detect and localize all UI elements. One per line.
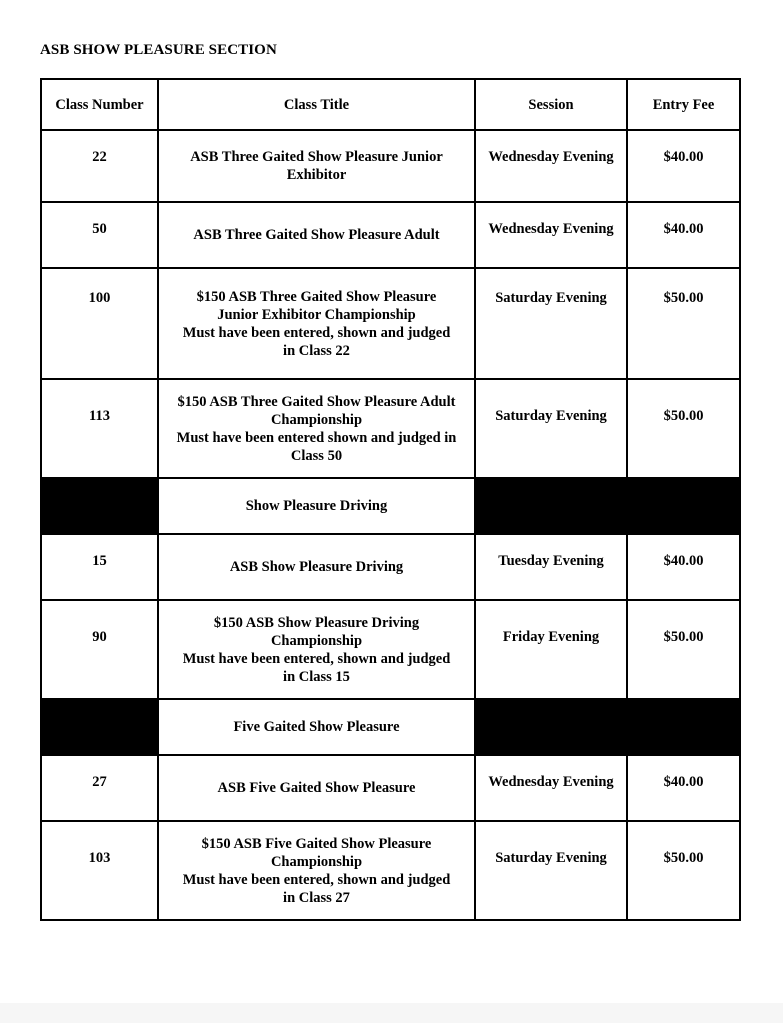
header-class-title: Class Title [158, 79, 475, 130]
class-title [158, 755, 475, 821]
entry-fee: $40.00 [627, 202, 740, 268]
class-title-line: $150 ASB Three Gaited Show Pleasure Adult [177, 393, 456, 410]
class-title-line: ASB Three Gaited Show Pleasure Junior [190, 149, 443, 165]
section-title: Show Pleasure Driving [158, 478, 475, 534]
table-row [41, 379, 740, 478]
class-title-line: Exhibitor [286, 167, 347, 183]
entry-fee: $50.00 [627, 379, 740, 478]
class-title [158, 600, 475, 699]
class-title-line: Championship [270, 411, 363, 428]
class-title-line: $150 ASB Three Gaited Show Pleasure [196, 288, 437, 305]
class-title-line: $150 ASB Show Pleasure Driving [213, 614, 420, 631]
classes-table [40, 78, 741, 921]
session: Wednesday Evening [475, 130, 627, 202]
session: Wednesday Evening [475, 202, 627, 268]
class-title-line: ASB Show Pleasure Driving [229, 559, 404, 575]
section-blank-cell [475, 478, 627, 534]
section-blank-cell [627, 478, 740, 534]
header-entry-fee: Entry Fee [627, 79, 740, 130]
page-bottom-shade [0, 1003, 783, 1023]
session: Saturday Evening [475, 379, 627, 478]
entry-fee: $40.00 [627, 755, 740, 821]
class-title-line: Championship [270, 632, 363, 649]
section-title: Five Gaited Show Pleasure [158, 699, 475, 755]
session: Tuesday Evening [475, 534, 627, 600]
table-row [41, 130, 740, 202]
section-blank-cell [627, 699, 740, 755]
header-class-number: Class Number [41, 79, 158, 130]
table-row [41, 600, 740, 699]
class-number: 22 [41, 130, 158, 202]
class-title-line: Must have been entered shown and judged in [176, 429, 457, 446]
class-number: 100 [41, 268, 158, 379]
class-number: 15 [41, 534, 158, 600]
class-title [158, 202, 475, 268]
class-title [158, 821, 475, 920]
class-title [158, 379, 475, 478]
table-row [41, 268, 740, 379]
class-title [158, 130, 475, 202]
class-title-line: Must have been entered, shown and judged [182, 650, 451, 667]
session: Wednesday Evening [475, 755, 627, 821]
table-row [41, 202, 740, 268]
entry-fee: $40.00 [627, 130, 740, 202]
section-blank-cell [41, 478, 158, 534]
class-title [158, 534, 475, 600]
session: Saturday Evening [475, 268, 627, 379]
class-title-line: Class 50 [290, 447, 343, 464]
class-title-line: in Class 22 [283, 342, 350, 359]
entry-fee: $50.00 [627, 600, 740, 699]
entry-fee: $50.00 [627, 821, 740, 920]
class-title-line: Championship [270, 853, 363, 870]
class-title-line: in Class 15 [283, 668, 350, 685]
table-header-row [41, 79, 740, 130]
section-row [41, 478, 740, 534]
class-number: 90 [41, 600, 158, 699]
table-row [41, 534, 740, 600]
section-blank-cell [41, 699, 158, 755]
class-title [158, 268, 475, 379]
class-title-line: Must have been entered, shown and judged [182, 324, 451, 341]
page-title: ASB SHOW PLEASURE SECTION [40, 42, 277, 58]
class-title-line: Must have been entered, shown and judged [182, 871, 451, 888]
class-title-line: Junior Exhibitor Championship [217, 306, 416, 323]
section-row [41, 699, 740, 755]
class-title-line: ASB Five Gaited Show Pleasure [217, 780, 416, 796]
table-row [41, 821, 740, 920]
session: Friday Evening [475, 600, 627, 699]
class-number: 113 [41, 379, 158, 478]
class-number: 27 [41, 755, 158, 821]
class-number: 103 [41, 821, 158, 920]
class-title-line: in Class 27 [283, 889, 350, 906]
section-blank-cell [475, 699, 627, 755]
class-title-line: ASB Three Gaited Show Pleasure Adult [193, 227, 440, 243]
entry-fee: $40.00 [627, 534, 740, 600]
class-number: 50 [41, 202, 158, 268]
header-session: Session [475, 79, 627, 130]
entry-fee: $50.00 [627, 268, 740, 379]
class-title-line: $150 ASB Five Gaited Show Pleasure [201, 835, 432, 852]
table-row [41, 755, 740, 821]
session: Saturday Evening [475, 821, 627, 920]
